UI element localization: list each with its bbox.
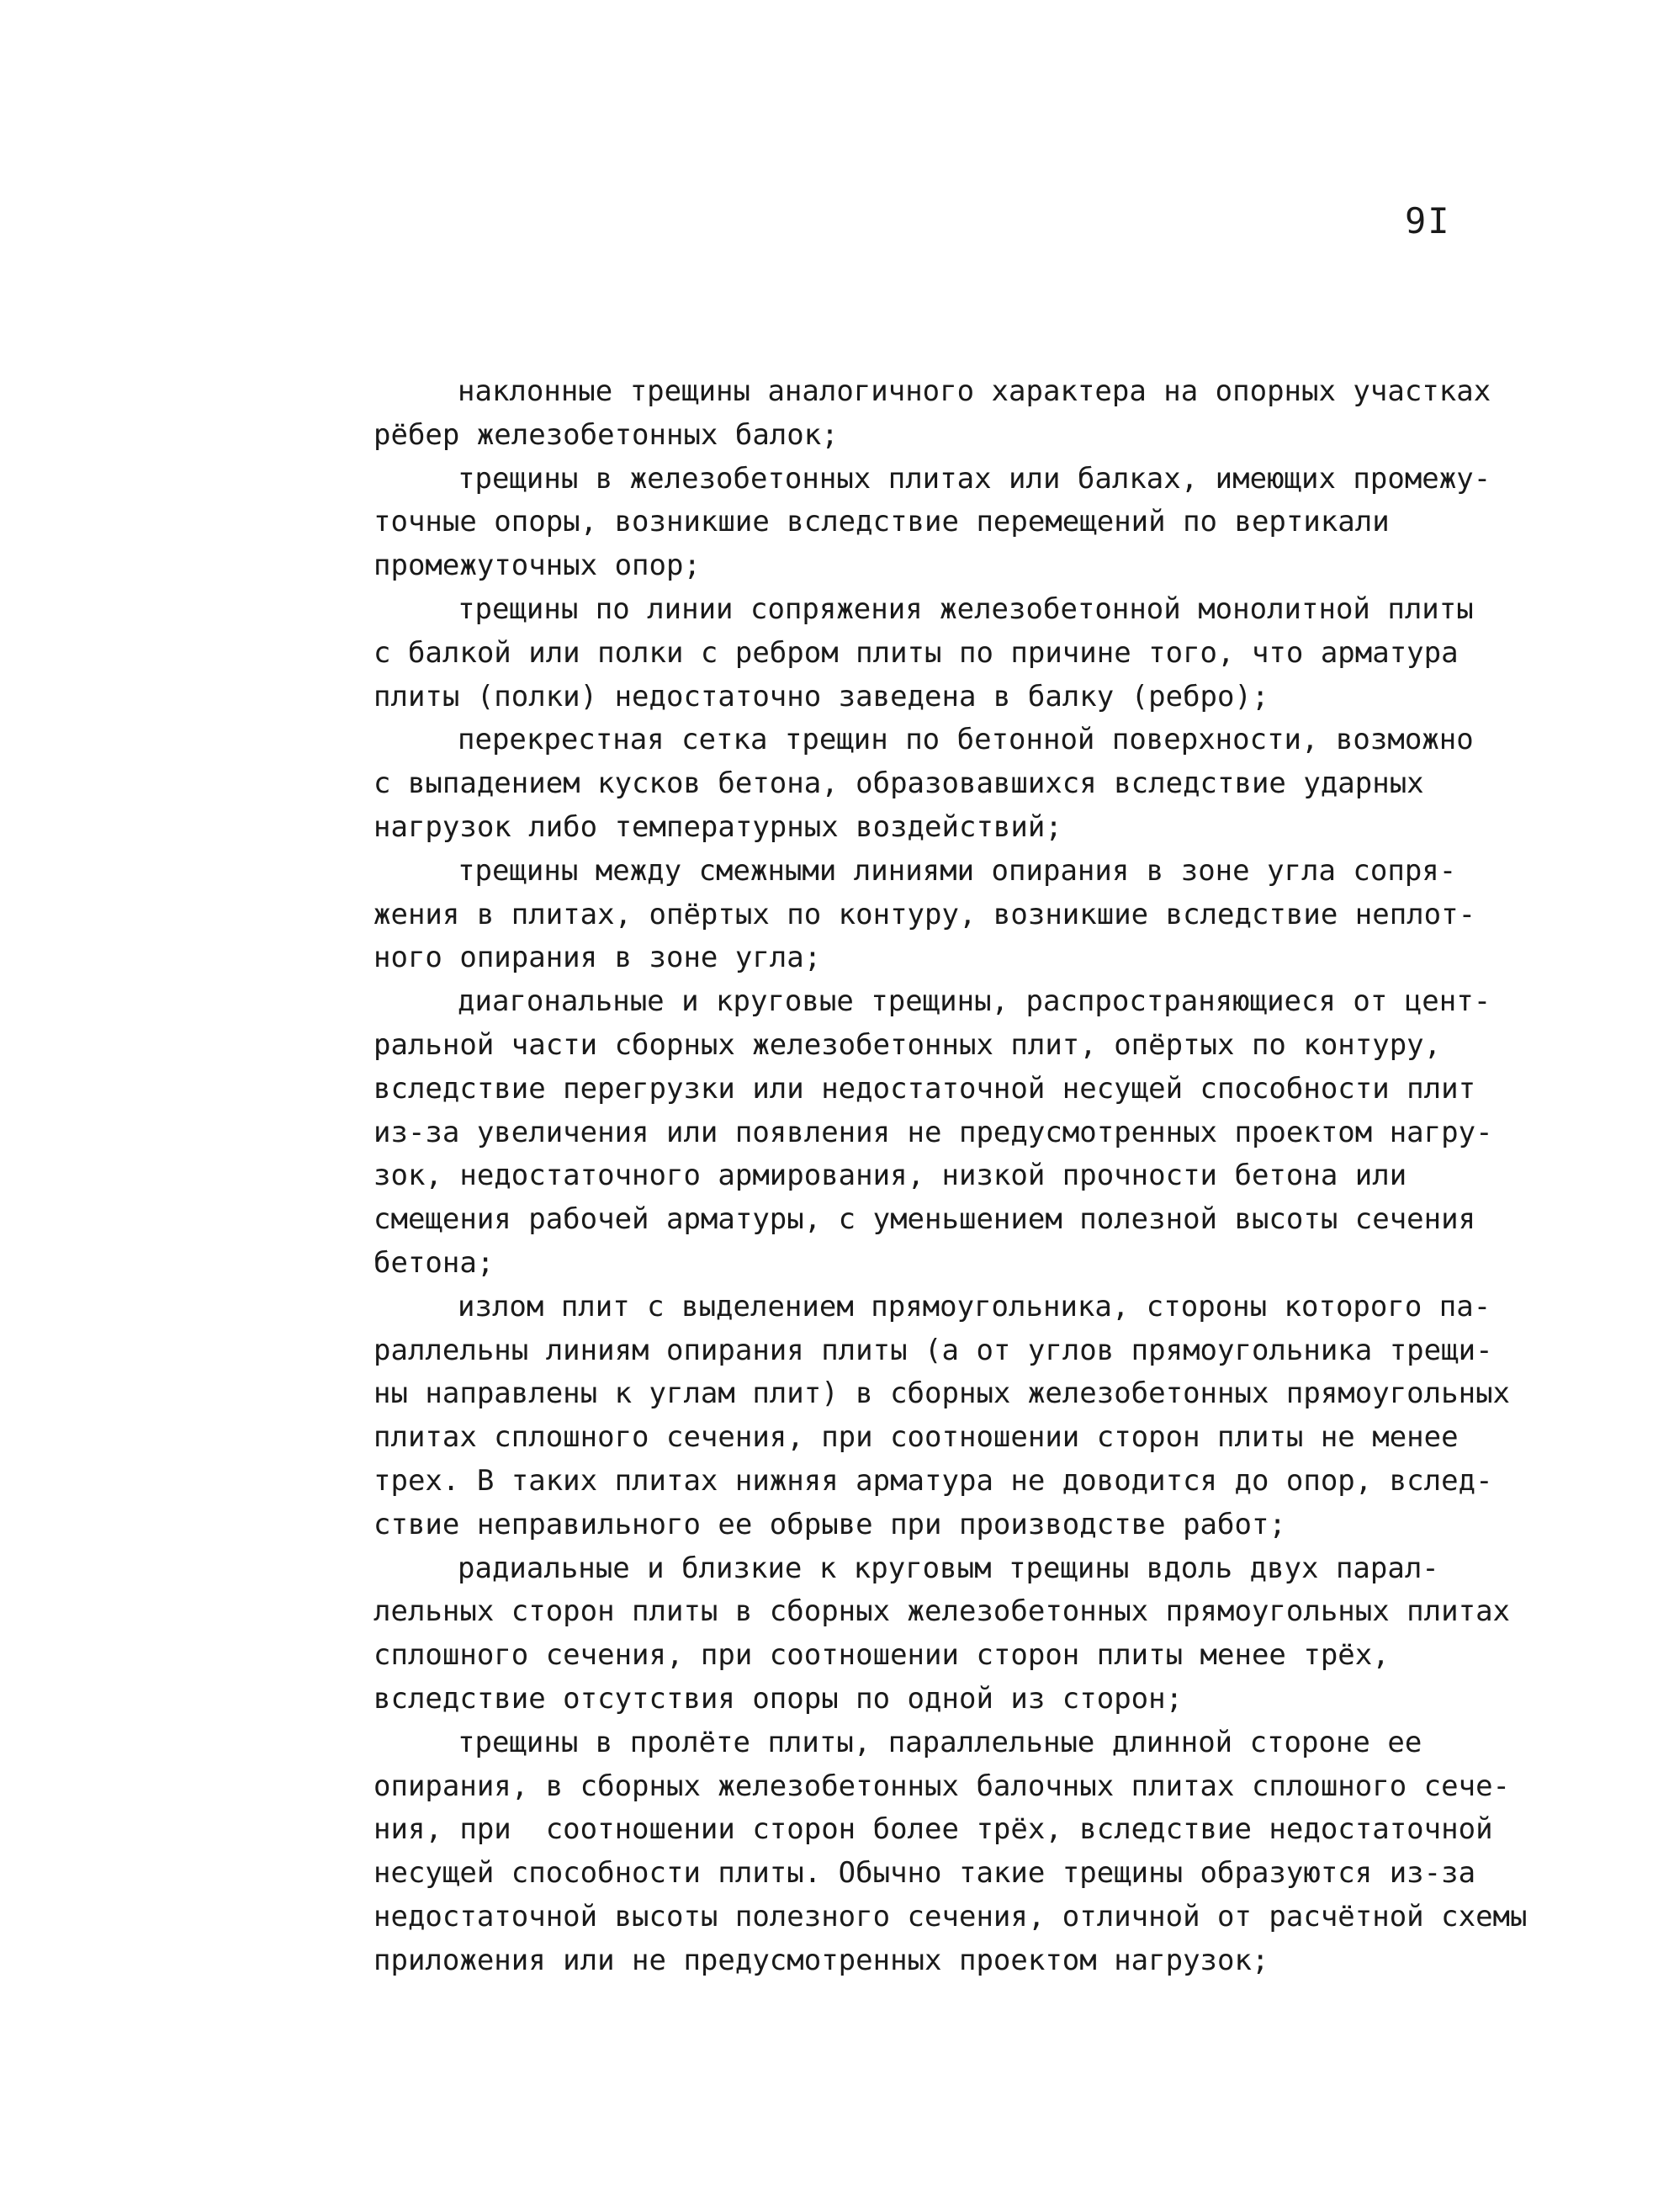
text-line: трещины в пролёте плиты, параллельные длинной стороне ее bbox=[458, 1725, 1422, 1759]
text-line: нагрузок либо температурных воздействий; bbox=[373, 809, 1062, 844]
text-line: ного опирания в зоне угла; bbox=[373, 941, 822, 975]
text-line: лельных сторон плиты в сборных железобетонных прямоугольных плитах bbox=[373, 1594, 1511, 1629]
text-line: перекрестная сетка трещин по бетонной поверхности, возможно bbox=[458, 723, 1474, 757]
text-line: ния, при соотношении сторон более трёх, вследствие недостаточной bbox=[373, 1812, 1493, 1847]
text-line: плитах сплошного сечения, при соотношении сторон плиты не менее bbox=[373, 1420, 1459, 1455]
text-line: рёбер железобетонных балок; bbox=[373, 417, 839, 452]
text-line: трех. В таких плитах нижняя арматура не доводится до опор, вслед- bbox=[373, 1463, 1493, 1498]
text-line: раллельны линиям опирания плиты (а от углов прямоугольника трещи- bbox=[373, 1333, 1493, 1367]
text-line: недостаточной высоты полезного сечения, отличной от расчётной схемы bbox=[373, 1899, 1528, 1934]
text-line: промежуточных опор; bbox=[373, 549, 701, 583]
text-line: приложения или не предусмотренных проектом нагрузок; bbox=[373, 1943, 1269, 1977]
text-line: трещины по линии сопряжения железобетонной монолитной плиты bbox=[458, 591, 1474, 626]
text-line: ствие неправильного ее обрыве при производстве работ; bbox=[373, 1507, 1286, 1541]
text-line: вследствие отсутствия опоры по одной из сторон; bbox=[373, 1681, 1184, 1716]
page-number: 9I bbox=[1405, 200, 1451, 241]
text-line: ны направлены к углам плит) в сборных железобетонных прямоугольных bbox=[373, 1377, 1511, 1411]
text-line: с балкой или полки с ребром плиты по причине того, что арматура bbox=[373, 635, 1459, 670]
text-line: диагональные и круговые трещины, распространяющиеся от цент- bbox=[458, 984, 1491, 1019]
text-line: опирания, в сборных железобетонных балочных плитах сплошного сече- bbox=[373, 1769, 1511, 1803]
text-line: точные опоры, возникшие вследствие перемещений по вертикали bbox=[373, 505, 1390, 539]
text-line: из-за увеличения или появления не предусмотренных проектом нагру- bbox=[373, 1115, 1493, 1149]
text-line: сплошного сечения, при соотношении сторон плиты менее трёх, bbox=[373, 1638, 1390, 1673]
text-line: радиальные и близкие к круговым трещины вдоль двух парал- bbox=[458, 1551, 1439, 1585]
text-line: бетона; bbox=[373, 1245, 495, 1280]
body-text bbox=[373, 370, 1568, 1982]
text-line: несущей способности плиты. Обычно такие трещины образуются из-за bbox=[373, 1856, 1476, 1891]
text-line: трещины между смежными линиями опирания в зоне угла сопря- bbox=[458, 853, 1457, 888]
text-line: смещения рабочей арматуры, с уменьшением полезной высоты сечения bbox=[373, 1202, 1476, 1237]
text-line: наклонные трещины аналогичного характера на опорных участках bbox=[458, 374, 1491, 408]
text-line: трещины в железобетонных плитах или балках, имеющих промежу- bbox=[458, 461, 1491, 496]
text-line: ральной части сборных железобетонных плит, опёртых по контуру, bbox=[373, 1027, 1442, 1062]
text-line: плиты (полки) недостаточно заведена в балку (ребро); bbox=[373, 679, 1269, 713]
text-line: вследствие перегрузки или недостаточной несущей способности плит bbox=[373, 1071, 1476, 1106]
text-line: с выпадением кусков бетона, образовавшихся вследствие ударных bbox=[373, 767, 1424, 801]
text-line: зок, недостаточного армирования, низкой прочности бетона или bbox=[373, 1159, 1407, 1193]
text-line: жения в плитах, опёртых по контуру, возникшие вследствие неплот- bbox=[373, 897, 1476, 931]
text-line: излом плит с выделением прямоугольника, стороны которого па- bbox=[458, 1289, 1491, 1323]
